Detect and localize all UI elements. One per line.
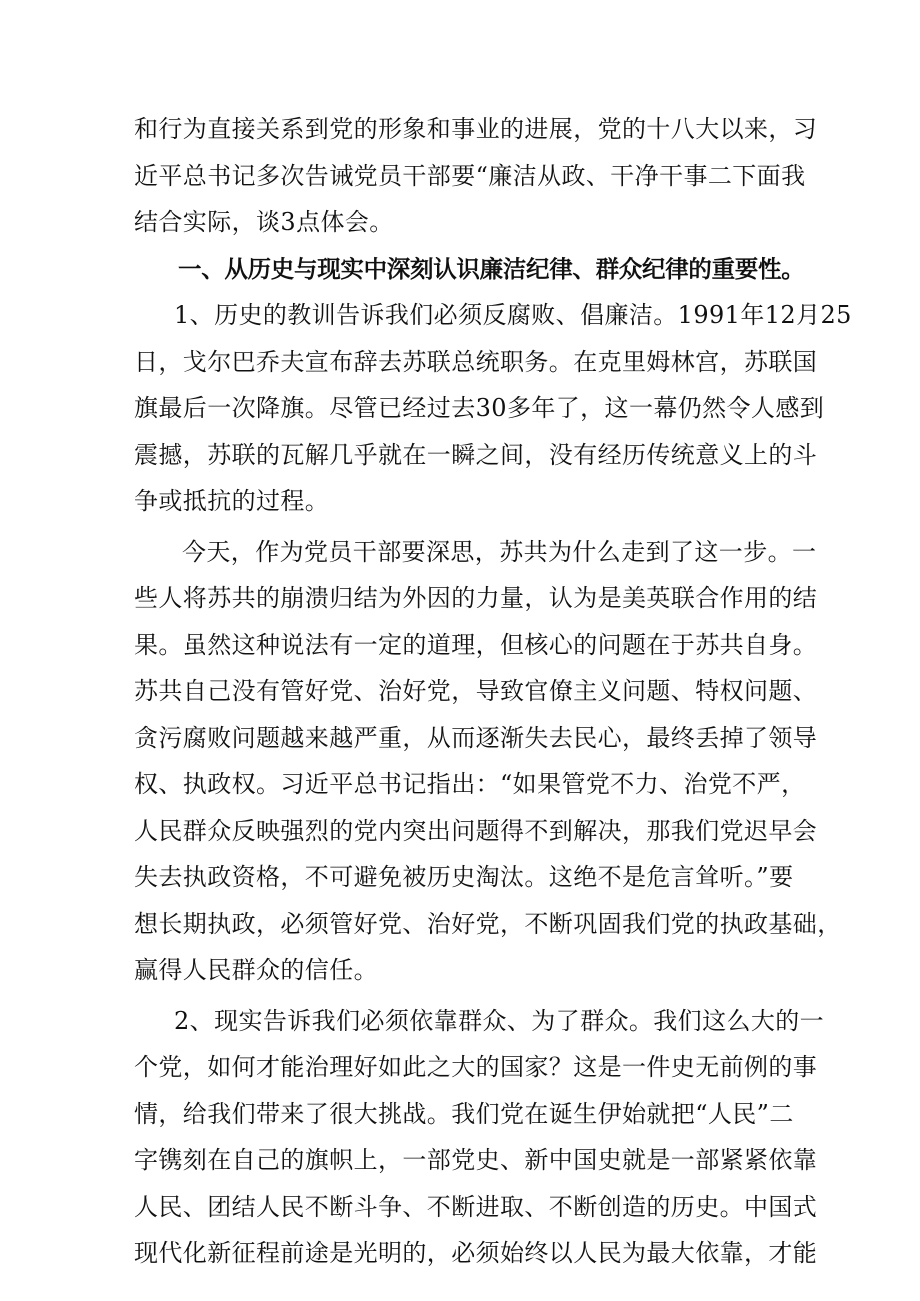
- paragraph-line: 想长期执政，必须管好党、治好党，不断巩固我们党的执政基础，: [134, 909, 842, 938]
- paragraph-line: 震撼，苏联的瓦解几乎就在一瞬之间，没有经历传统意义上的斗: [134, 440, 818, 469]
- paragraph-line: 赢得人民群众的信任。: [134, 956, 378, 984]
- paragraph-line: 贪污腐败问题越来越严重，从而逐渐失去民心，最终丢掉了领导: [134, 723, 818, 752]
- paragraph-line: 苏共自己没有管好党、治好党，导致官僚主义问题、特权问题、: [134, 677, 818, 705]
- paragraph-line: 争或抵抗的过程。: [134, 487, 330, 515]
- paragraph-line: 人民群众反映强烈的党内突出问题得不到解决，那我们党迟早会: [134, 816, 818, 845]
- paragraph-line: 今天，作为党员干部要深思，苏共为什么走到了这一步。一: [182, 537, 817, 566]
- paragraph-line: 2、现实告诉我们必须依靠群众、为了群众。我们这么大的一: [174, 1006, 825, 1035]
- paragraph-line: 失去执政资格，不可避免被历史淘汰。这绝不是危言耸听。”要: [134, 863, 794, 891]
- paragraph-line: 果。虽然这种说法有一定的道理，但核心的问题在于苏共自身。: [134, 630, 818, 659]
- section-heading: 一、从历史与现实中深刻认识廉洁纪律、群众纪律的重要性。: [178, 254, 805, 283]
- paragraph-line: 权、执政权。习近平总书记指出：“如果管党不力、治党不严，: [134, 770, 806, 798]
- paragraph-line: 结合实际，谈3点体会。: [134, 208, 394, 236]
- paragraph-line: 1、历史的教训告诉我们必须反腐败、倡廉洁。1991年12月25: [174, 301, 852, 329]
- paragraph-line: 个党，如何才能治理好如此之大的国家？这是一件史无前例的事: [134, 1053, 818, 1081]
- paragraph-line: 和行为直接关系到党的形象和事业的进展，党的十八大以来，习: [134, 115, 818, 143]
- paragraph-line: 旗最后一次降旗。尽管已经过去30多年了，这一幕仍然令人感到: [134, 394, 825, 422]
- paragraph-line: 字镌刻在自己的旗帜上，一部党史、新中国史就是一部紧紧依靠: [134, 1146, 818, 1174]
- paragraph-line: 情，给我们带来了很大挑战。我们党在诞生伊始就把“人民”二: [134, 1099, 794, 1128]
- document-body: [134, 106, 852, 1277]
- paragraph-line: 现代化新征程前途是光明的，必须始终以人民为最大依靠，才能: [134, 1239, 818, 1267]
- paragraph-line: 日，戈尔巴乔夫宣布辞去苏联总统职务。在克里姆林宫，苏联国: [134, 347, 818, 376]
- paragraph-line: 人民、团结人民不断斗争、不断进取、不断创造的历史。中国式: [134, 1192, 818, 1221]
- paragraph-line: 些人将苏共的崩溃归结为外因的力量，认为是美英联合作用的结: [134, 584, 818, 612]
- paragraph-line: 近平总书记多次告诫党员干部要“廉洁从政、干净干事二下面我: [134, 161, 806, 190]
